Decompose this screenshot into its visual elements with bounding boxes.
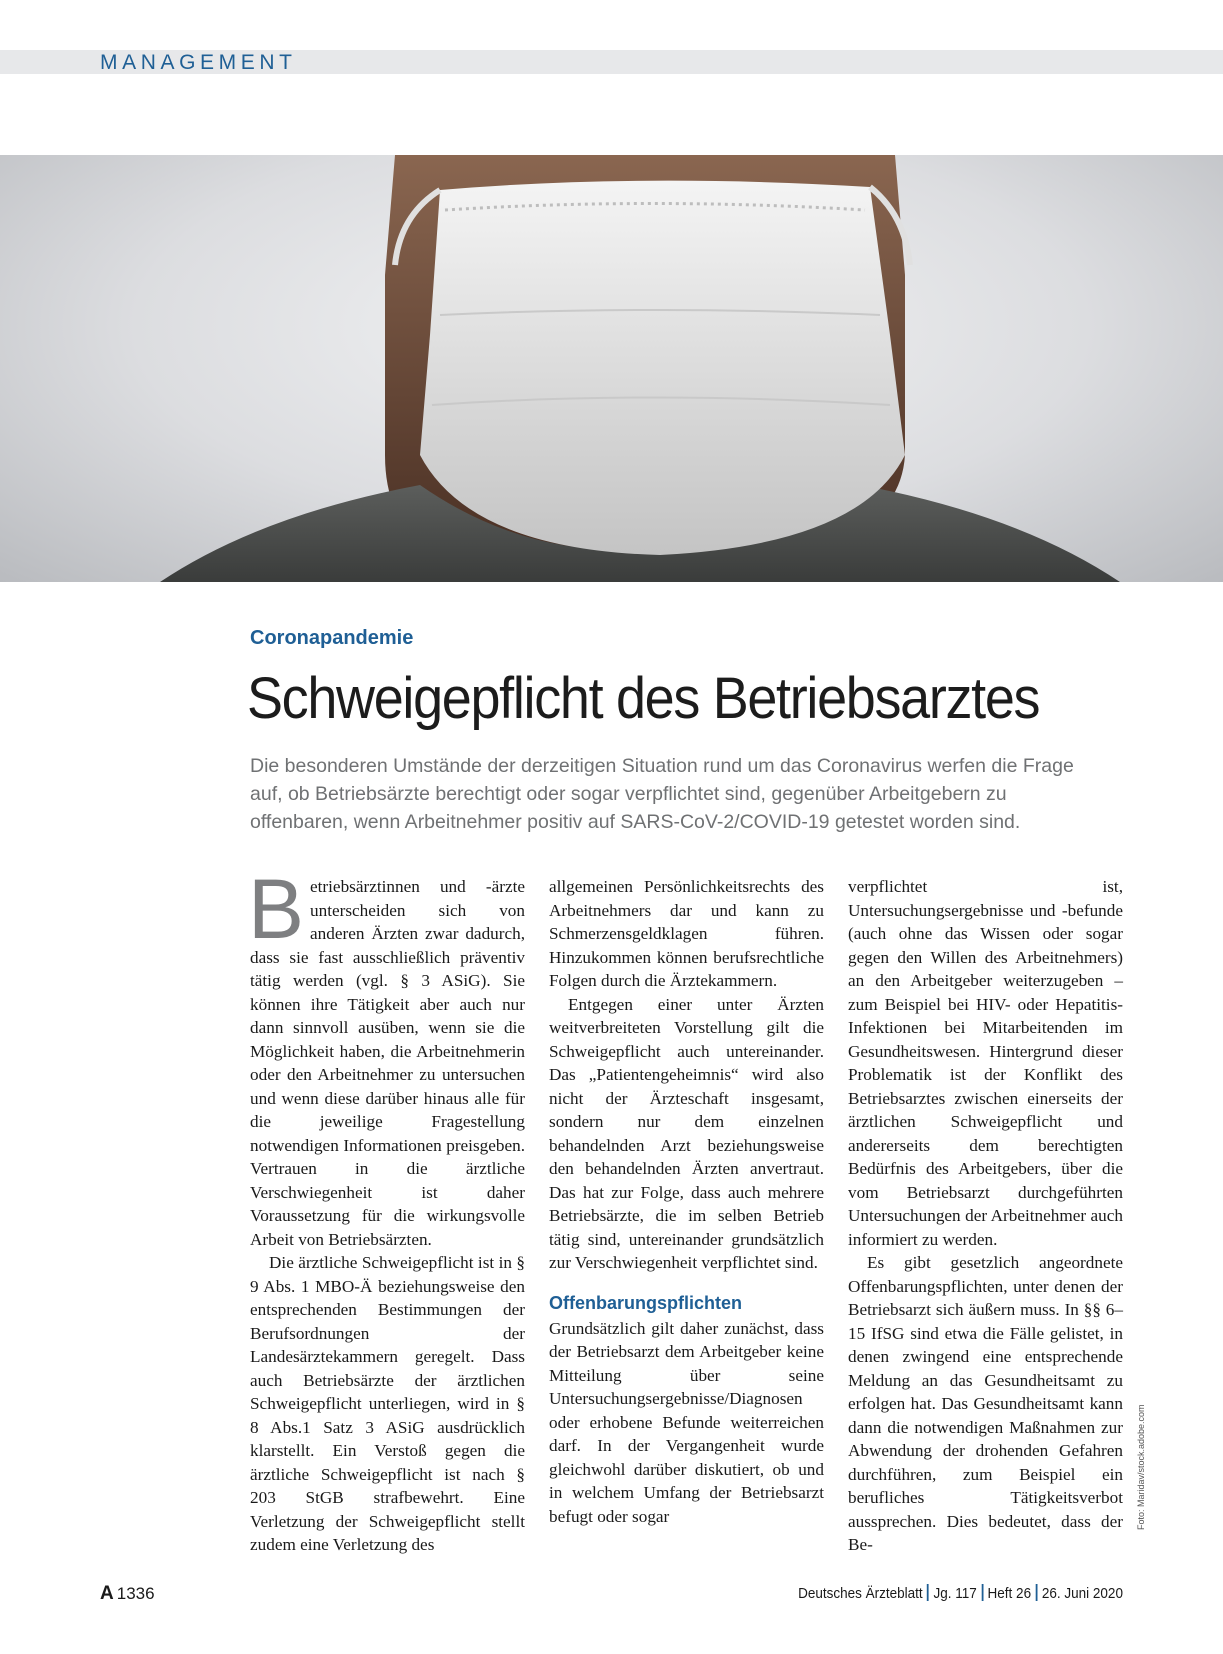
journal-name: Deutsches Ärzteblatt [798, 1585, 923, 1602]
article-column-3 [848, 875, 1123, 1557]
page-prefix: A [100, 1583, 114, 1604]
paragraph: verpflichtet ist, Untersuchungsergebnisse und -befunde (auch ohne das Wissen oder sogar gegen den Willen des Arbeitnehmers) an den Arbeitgeber weiterzugeben – zum Beispiel bei HIV- oder Hepatitis- Infektionen bei Mitarbeitenden im Gesundheitswesen. Hintergrund dieser Problematik ist der Konflikt des Betriebsarztes zwischen einerseits der ärztlichen Schweigepflicht und andererseits dem berechtigten Bedürfnis des Arbeitgebers, über die vom Betriebsarzt durchgeführten Untersuchungen der Arbeitnehmer auch informiert zu werden. [848, 877, 1123, 1249]
article-kicker: Coronapandemie [250, 627, 414, 649]
paragraph: allgemeinen Persönlichkeitsrechts des Arbeitnehmers dar und kann zu Schmerzensgeldklagen führen. Hinzukommen können berufsrechtliche Folgen durch die Ärztekammern. [549, 877, 824, 990]
journal-footer [798, 1584, 1123, 1602]
page-number [100, 1583, 155, 1605]
drop-cap: B [248, 862, 305, 956]
paragraph: Grundsätzlich gilt daher zunächst, dass der Betriebsarzt dem Arbeitgeber keine Mitteilung über seine Untersuchungsergebnisse/Diagnosen oder erhobene Befunde weiterreichen darf. In der Vergangenheit wurde gleichwohl darüber diskutiert, ob und in welchem Umfang der Betriebsarzt befugt oder sogar [549, 1318, 824, 1526]
article-lede: Die besonderen Umstände der derzeitigen Situation rund um das Coronavirus werfen die Frage auf, ob Betriebsärzte berechtigt oder sogar verpflichtet sind, gegenüber Arbeitgebern zu offenbaren, wenn Arbeitnehmer positiv auf SARS-CoV-2/COVID-19 getestet worden sind. [250, 755, 1074, 833]
journal-issue: Heft 26 [987, 1585, 1032, 1602]
masked-face-illustration [0, 155, 1223, 582]
photo-credit: Foto: Maridav/stock.adobe.com [1136, 1404, 1146, 1530]
paragraph [248, 862, 525, 1251]
paragraph: Es gibt gesetzlich angeordnete Offenbarungspflichten, unter denen der Betriebsarzt sich äußern muss. In §§ 6–15 IfSG sind etwa die Fälle gelistet, in denen zwingend eine entsprechende Meldung an das Gesundheitsamt zu erfolgen hat. Das Gesundheitsamt kann dann die notwendigen Maßnahmen zur Abwendung der drohenden Gefahren durchführen, zum Beispiel ein berufliches Tätigkeitsverbot aussprechen. Dies bedeutet, dass der Be- [848, 1253, 1123, 1554]
paragraph: Die ärztliche Schweigepflicht ist in § 9 Abs. 1 MBO-Ä beziehungsweise den entsprechenden Bestimmungen der Berufsordnungen der Landesärztekammern geregelt. Dass auch Betriebsärzte der ärztlichen Schweigepflicht unterliegen, wird in § 8 Abs.1 Satz 3 ASiG ausdrücklich klarstellt. Ein Verstoß gegen die ärztliche Schweigepflicht ist nach § 203 StGB strafbewehrt. Eine Verletzung der Schweigepflicht stellt zudem eine Verletzung des [250, 1253, 525, 1554]
article-column-1 [248, 862, 525, 1557]
footer-separator [981, 1584, 983, 1601]
article-headline: Schweigepflicht des Betriebsarztes [247, 666, 1040, 731]
section-subheading: Offenbarungspflichten [549, 1292, 742, 1313]
page-number-value: 1336 [116, 1584, 155, 1603]
article-column-2 [549, 875, 824, 1528]
journal-volume: Jg. 117 [933, 1585, 977, 1602]
section-label: MANAGEMENT [100, 51, 297, 74]
footer-separator [1036, 1584, 1038, 1601]
paragraph: Entgegen einer unter Ärzten weitverbreiteten Vorstellung gilt die Schweigepflicht auch untereinander. Das „Patientengeheimnis“ wird also nicht der Ärzteschaft insgesamt, sondern nur dem einzelnen behandelnden Arzt beziehungsweise den behandelnden Ärzten anvertraut. Das hat zur Folge, dass auch mehrere Betriebsärzte, die im selben Betrieb tätig sind, untereinander grundsätzlich zur Verschwiegenheit verpflichtet sind. [549, 994, 824, 1272]
hero-photo [0, 155, 1223, 582]
issue-date: 26. Juni 2020 [1041, 1585, 1123, 1602]
paragraph-text: etriebsärztinnen und -ärzte unterscheiden sich von anderen Ärzten zwar dadurch, dass sie fast ausschließlich präventiv tätig werden (vgl. § 3 ASiG). Sie können ihre Tätigkeit aber auch nur dann sinnvoll ausüben, wenn sie die Möglichkeit haben, die Arbeitnehmerin oder den Arbeitnehmer zu untersuchen und wenn diese darüber hinaus alle für die jeweilige Fragestellung notwendigen Informationen preisgeben. Vertrauen in die ärztliche Verschwiegenheit ist daher Voraussetzung für die wirkungsvolle Arbeit von Betriebsärzten. [250, 877, 525, 1249]
footer-separator [927, 1584, 929, 1601]
